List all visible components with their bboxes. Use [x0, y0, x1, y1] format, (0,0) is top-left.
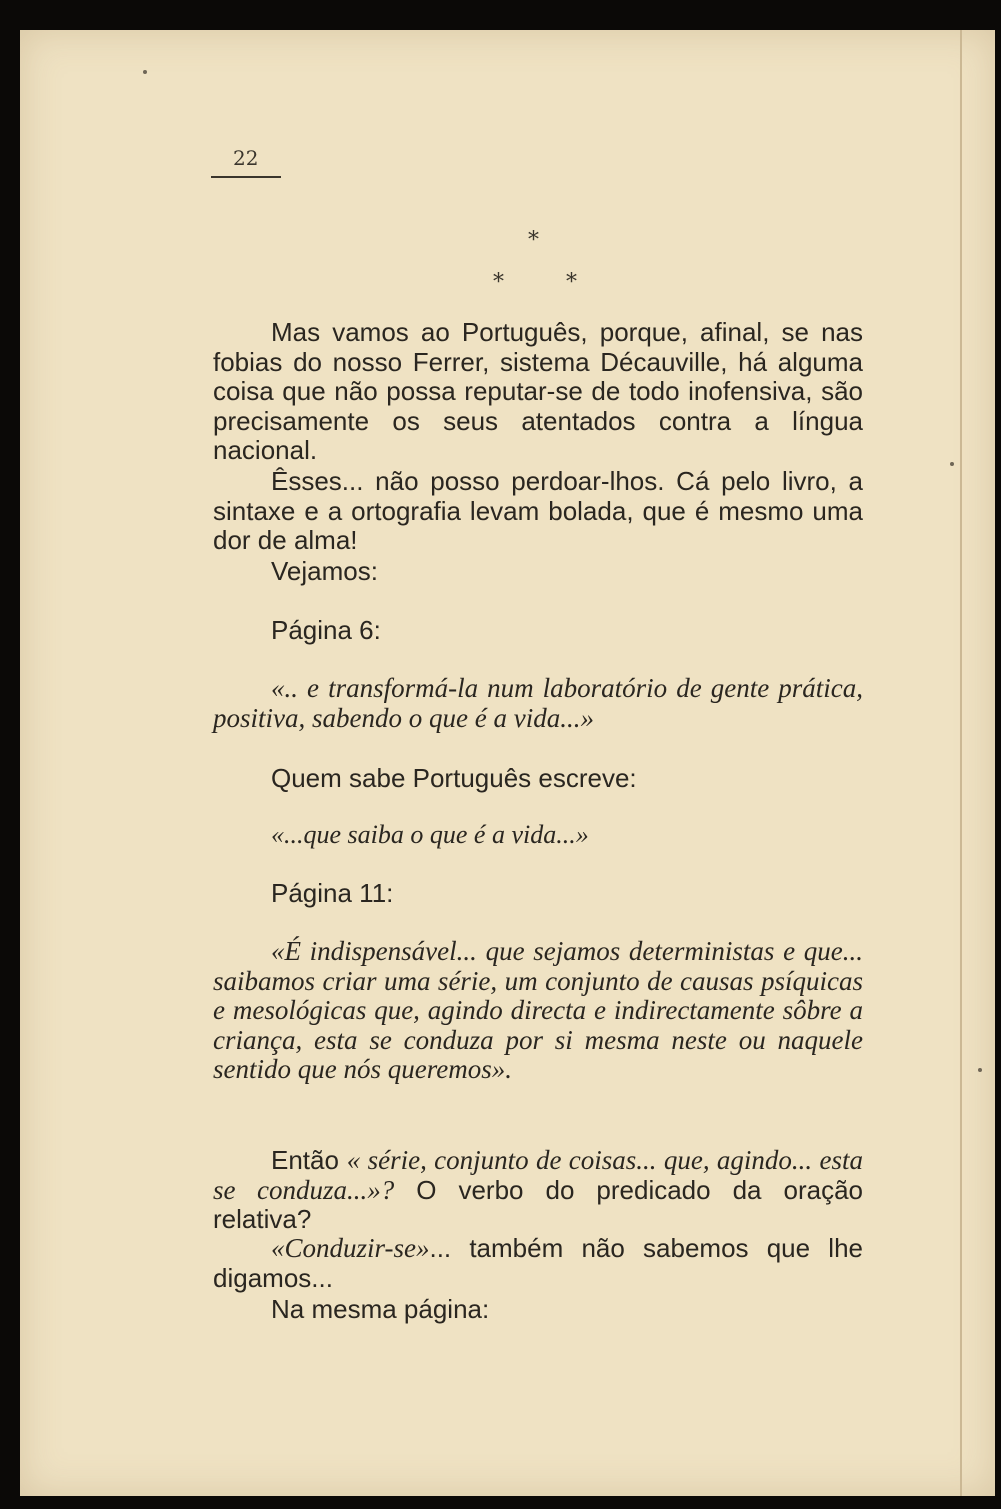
entao-rest: O verbo do predicado da oração relativa? — [213, 1174, 863, 1234]
ornament-star-right: * — [566, 270, 577, 295]
ornament-star-left: * — [493, 270, 504, 295]
ornament-star-top: * — [528, 228, 539, 253]
conduzir-quote: «Conduzir-se» — [271, 1233, 430, 1263]
heading-pagina-6: Página 6: — [271, 615, 381, 645]
heading-pagina-11: Página 11: — [271, 878, 394, 908]
paragraph-quem-sabe: Quem sabe Português escreve: — [271, 763, 637, 793]
paper-speck — [950, 462, 954, 466]
paragraph-intro: Mas vamos ao Português, porque, afinal, se nas fobias do nosso Ferrer, sistema Décauville, há alguma coisa que não possa reputar-se de todo inofensiva, são precisamente os seus atentados contra a língua nacional. — [213, 317, 863, 465]
quote-pagina-6: «.. e transformá-la num laboratório de gente prática, positiva, sabendo o que é a vida...» — [213, 673, 863, 733]
paper-speck — [143, 70, 147, 74]
paragraph-conduzir — [213, 1234, 863, 1293]
quote-pagina-11: «É indispensável... que sejamos deterministas e que... saibamos criar uma série, um conjunto de causas psíquicas e mesológicas que, agindo directa e indirectamente sôbre a criança, esta se conduza por si mesma neste ou naquele sentido que nós queremos». — [213, 936, 863, 1084]
conduzir-rest: ... também não sabemos que lhe digamos... — [213, 1233, 863, 1293]
page-gutter — [960, 30, 962, 1496]
quote-correction: «...que saiba o que é a vida...» — [271, 820, 589, 849]
paragraph-entao — [213, 1146, 863, 1235]
entao-quote: « série, conjunto de coisas... que, agindo... esta se conduza...»? — [213, 1145, 863, 1205]
page-number: 22 — [233, 146, 259, 170]
paper-speck — [978, 1068, 982, 1072]
paragraph-vejamos: Vejamos: — [271, 556, 378, 586]
paragraph-na-mesma: Na mesma página: — [271, 1294, 490, 1324]
entao-lead: Então — [271, 1145, 339, 1175]
paragraph-esses: Êsses... não posso perdoar-lhos. Cá pelo livro, a sintaxe e a ortografia levam bolada, que é mesmo uma dor de alma! — [213, 466, 863, 555]
page-number-rule — [211, 176, 281, 178]
